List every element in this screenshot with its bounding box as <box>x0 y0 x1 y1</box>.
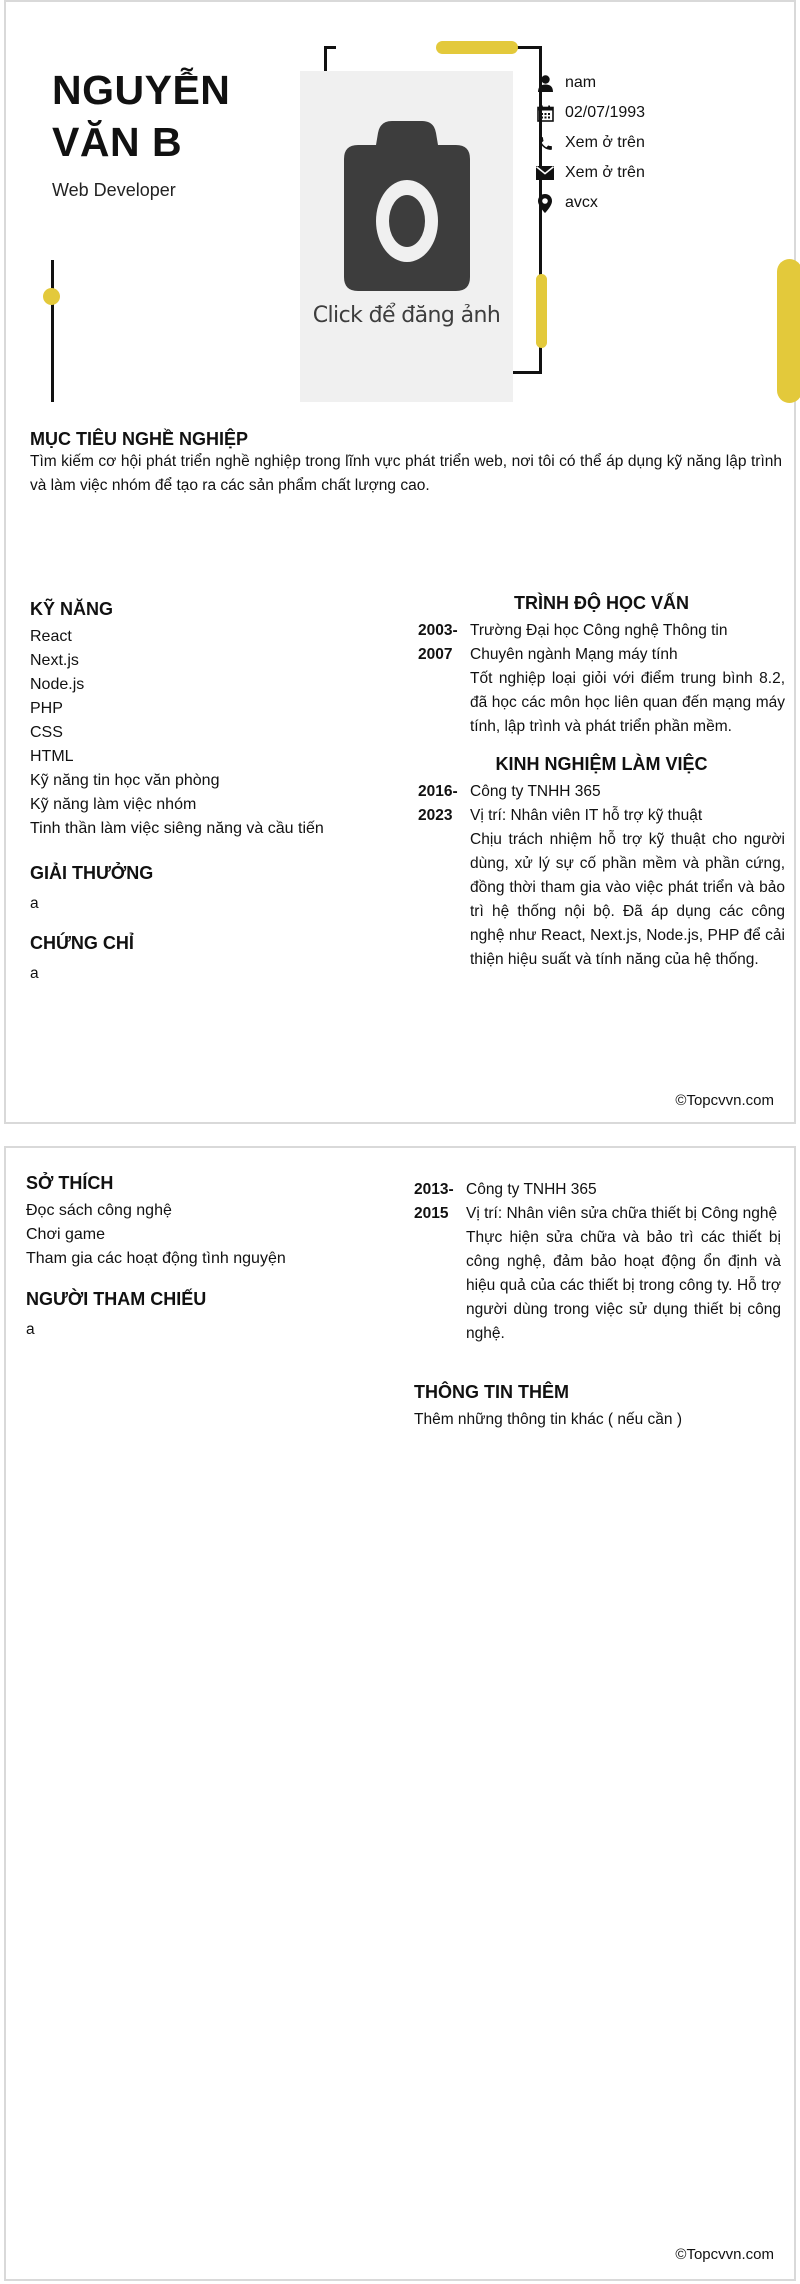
contact-address-value: avcx <box>565 194 598 211</box>
upload-photo-label[interactable]: Click để đăng ảnh <box>312 303 501 328</box>
contact-birthday-value: 02/07/1993 <box>565 104 646 121</box>
extra-info-section <box>414 1382 781 1432</box>
user-icon <box>535 73 555 93</box>
frame-gap <box>336 35 441 55</box>
objective-section <box>30 429 782 498</box>
list-item: Đọc sách công nghệ <box>26 1202 172 1219</box>
experience-section <box>418 754 785 972</box>
objective-title: MỤC TIÊU NGHỀ NGHIỆP <box>30 429 249 449</box>
mail-icon <box>535 163 555 183</box>
candidate-name <box>52 64 230 168</box>
decorative-line <box>51 260 54 402</box>
skills-title: KỸ NĂNG <box>30 599 114 619</box>
contact-address <box>535 188 645 218</box>
extra-info-title: THÔNG TIN THÊM <box>414 1382 569 1402</box>
education-years: 2003- 2007 <box>418 622 458 663</box>
phone-icon <box>535 133 555 153</box>
certificates-section <box>30 933 410 986</box>
list-item: PHP <box>30 700 63 717</box>
list-item: Tinh thần làm việc siêng năng và cầu tiến <box>30 820 324 837</box>
contact-birthday <box>535 98 645 128</box>
awards-title: GIẢI THƯỞNG <box>30 863 154 883</box>
contact-phone <box>535 128 645 158</box>
list-item: React <box>30 628 72 645</box>
list-item: Kỹ năng làm việc nhóm <box>30 796 197 813</box>
experience-entry <box>418 780 785 972</box>
skills-list <box>30 625 410 841</box>
contact-info <box>535 68 645 218</box>
list-item: Next.js <box>30 652 79 669</box>
skills-section <box>30 599 410 841</box>
location-icon <box>535 193 555 213</box>
education-title: TRÌNH ĐỘ HỌC VẤN <box>514 593 689 613</box>
contact-email <box>535 158 645 188</box>
certificates-title: CHỨNG CHỈ <box>30 933 134 953</box>
frame-accent-top <box>436 41 518 54</box>
decorative-dot <box>43 288 60 305</box>
certificates-text: a <box>30 965 39 982</box>
experience-position: Vị trí: Nhân viên IT hỗ trợ kỹ thuật <box>470 807 703 824</box>
frame-accent-right <box>536 274 547 348</box>
calendar-icon <box>535 103 555 123</box>
hobbies-list <box>26 1199 406 1271</box>
list-item: Chơi game <box>26 1226 105 1243</box>
name-line-2: VĂN B <box>52 119 183 165</box>
list-item: Node.js <box>30 676 85 693</box>
hobbies-title: SỞ THÍCH <box>26 1173 114 1193</box>
experience-description: Chịu trách nhiệm hỗ trợ kỹ thuật cho người dùng, xử lý sự cố phần mềm và phần cứng, đồng thời tham gia vào việc phát triển và bảo trì hệ thống nội bộ. Đã áp dụng các công nghệ như React, Next.js, Node.js, PHP để cải thiện hiệu suất và tính năng của hệ thống. <box>470 831 785 968</box>
education-entry <box>418 619 785 739</box>
experience-position-2: Vị trí: Nhân viên sửa chữa thiết bị Công nghệ <box>466 1205 778 1222</box>
hobbies-section <box>26 1173 406 1271</box>
education-section <box>418 593 785 739</box>
contact-gender <box>535 68 645 98</box>
experience-continued-section <box>414 1178 781 1346</box>
contact-email-value: Xem ở trên <box>565 164 645 181</box>
cv-page-1 <box>4 0 796 1124</box>
list-item: Kỹ năng tin học văn phòng <box>30 772 220 789</box>
list-item: HTML <box>30 748 74 765</box>
objective-text: Tìm kiếm cơ hội phát triển nghề nghiệp trong lĩnh vực phát triển web, nơi tôi có thể áp dụng kỹ năng lập trình và làm việc nhóm để tạo ra các sản phẩm chất lượng cao. <box>30 453 782 494</box>
references-title: NGƯỜI THAM CHIẾU <box>26 1289 207 1309</box>
experience-company: Công ty TNHH 365 <box>470 783 601 800</box>
extra-info-text: Thêm những thông tin khác ( nếu cần ) <box>414 1411 683 1428</box>
experience-years-2: 2013- 2015 <box>414 1181 454 1222</box>
contact-phone-value: Xem ở trên <box>565 134 645 151</box>
side-accent-tab <box>777 259 800 403</box>
awards-text: a <box>30 895 39 912</box>
experience-description-2: Thực hiện sửa chữa và bảo trì các thiết bị công nghệ, đảm bảo hoạt động ổn định và hiệu quả của các thiết bị trong công ty. Hỗ trợ người dùng trong việc sử dụng thiết bị công nghệ. <box>466 1229 781 1342</box>
page-footer: ©Topcvvn.com <box>675 2246 774 2263</box>
experience-entry-2 <box>414 1178 781 1346</box>
list-item: Tham gia các hoạt động tình nguyện <box>26 1250 286 1267</box>
experience-title: KINH NGHIỆM LÀM VIỆC <box>495 754 708 774</box>
job-title: Web Developer <box>52 180 176 200</box>
contact-gender-value: nam <box>565 74 597 91</box>
education-description: Tốt nghiệp loại giỏi với điểm trung bình 8.2, đã học các môn học liên quan đến mạng máy tính, lập trình và phát triển phần mềm. <box>470 670 785 735</box>
name-line-1: NGUYỄN <box>52 67 231 113</box>
references-section <box>26 1289 406 1342</box>
awards-section <box>30 863 410 916</box>
education-school: Trường Đại học Công nghệ Thông tin <box>470 622 728 639</box>
photo-upload[interactable] <box>300 71 513 402</box>
experience-company-2: Công ty TNHH 365 <box>466 1181 597 1198</box>
cv-page-2 <box>4 1146 796 2281</box>
education-major: Chuyên ngành Mạng máy tính <box>470 646 678 663</box>
page-footer: ©Topcvvn.com <box>675 1092 774 1109</box>
list-item: CSS <box>30 724 63 741</box>
experience-years: 2016- 2023 <box>418 783 458 824</box>
camera-icon <box>342 121 472 291</box>
references-text: a <box>26 1321 35 1338</box>
